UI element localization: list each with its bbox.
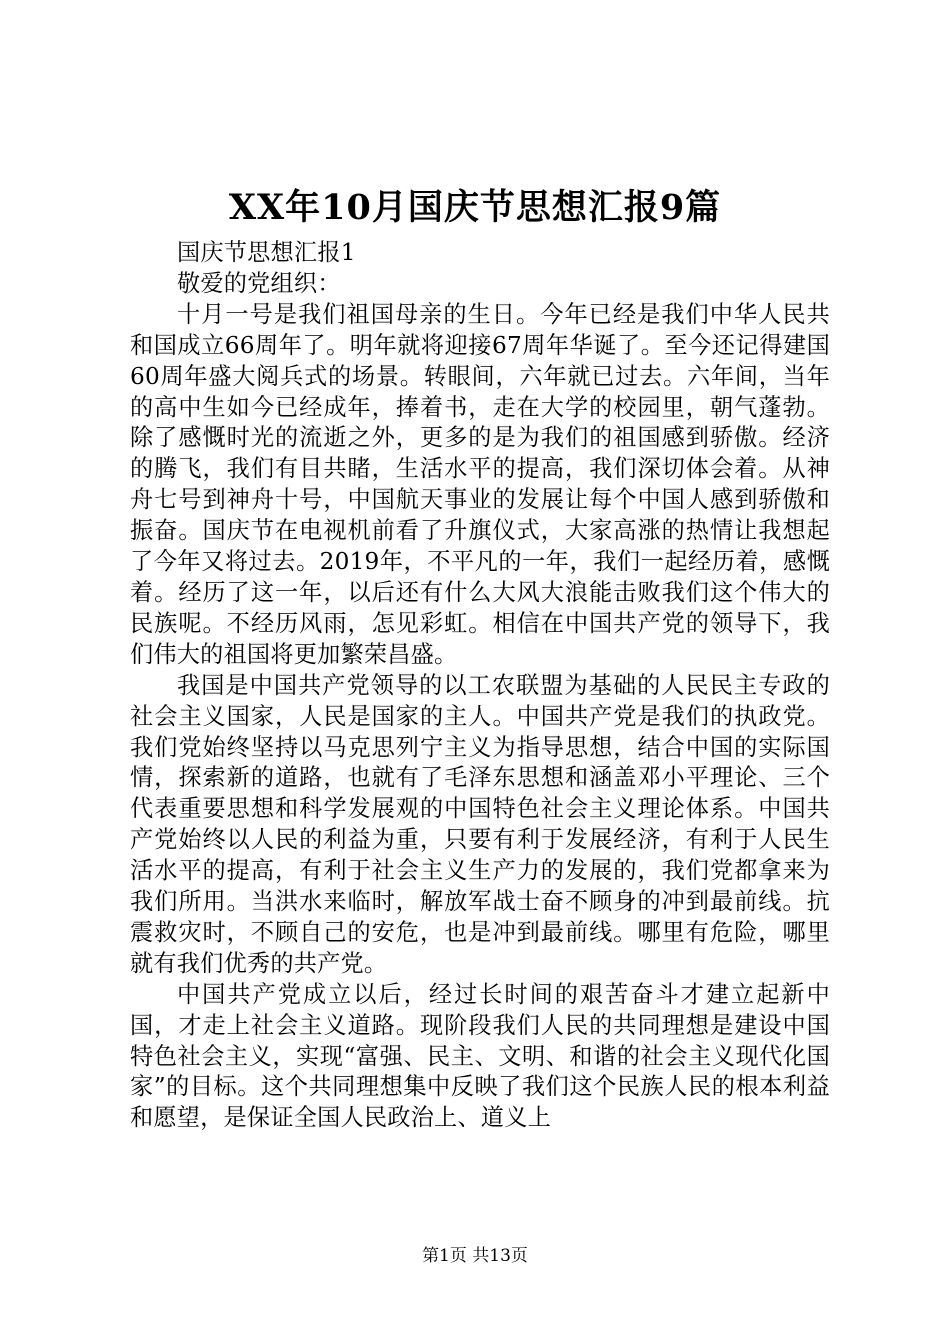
salutation: 敬爱的党组织： [177,269,341,297]
document-body [130,238,830,1134]
document-title: XX年10月国庆节思想汇报9篇 [228,187,722,228]
paragraph-3: 中国共产党成立以后，经过长时间的艰苦奋斗才建立起新中国，才走上社会主义道路。现阶段我们人民的共同理想是建设中国特色社会主义，实现“富强、民主、文明、和谐的社会主义现代化国家”的目标。这个共同理想集中反映了我们这个民族人民的根本利益和愿望，是保证全国人民政治上、道义上 [130,980,830,1132]
document-subtitle: 国庆节思想汇报1 [177,239,356,266]
paragraph-2: 我国是中国共产党领导的以工农联盟为基础的人民民主专政的社会主义国家，人民是国家的主人。中国共产党是我们的执政党。我们党始终坚持以马克思列宁主义为指导思想，结合中国的实际国情，探索新的道路，也就有了毛泽东思想和涵盖邓小平理论、三个代表重要思想和科学发展观的中国特色社会主义理论体系。中国共产党始终以人民的利益为重，只要有利于发展经济，有利于人民生活水平的提高，有利于社会主义生产力的发展的，我们党都拿来为我们所用。当洪水来临时，解放军战士奋不顾身的冲到最前线。抗震救灾时，不顾自己的安危，也是冲到最前线。哪里有危险，哪里就有我们优秀的共产党。 [130,671,830,977]
page-number: 第1页 共13页 [422,1246,528,1266]
paragraph-1: 十月一号是我们祖国母亲的生日。今年已经是我们中华人民共和国成立66周年了。明年就将迎接67周年华诞了。至今还记得建国60周年盛大阅兵式的场景。转眼间，六年就已过去。六年间，当年的高中生如今已经成年，捧着书，走在大学的校园里，朝气蓬勃。除了感慨时光的流逝之外，更多的是为我们的祖国感到骄傲。经济的腾飞，我们有目共睹，生活水平的提高，我们深切体会着。从神舟七号到神舟十号，中国航天事业的发展让每个中国人感到骄傲和振奋。国庆节在电视机前看了升旗仪式，大家高涨的热情让我想起了今年又将过去。2019年，不平凡的一年，我们一起经历着，感慨着。经历了这一年，以后还有什么大风大浪能击败我们这个伟大的民族呢。不经历风雨，怎见彩虹。相信在中国共产党的领导下，我们伟大的祖国将更加繁荣昌盛。 [130,300,830,668]
